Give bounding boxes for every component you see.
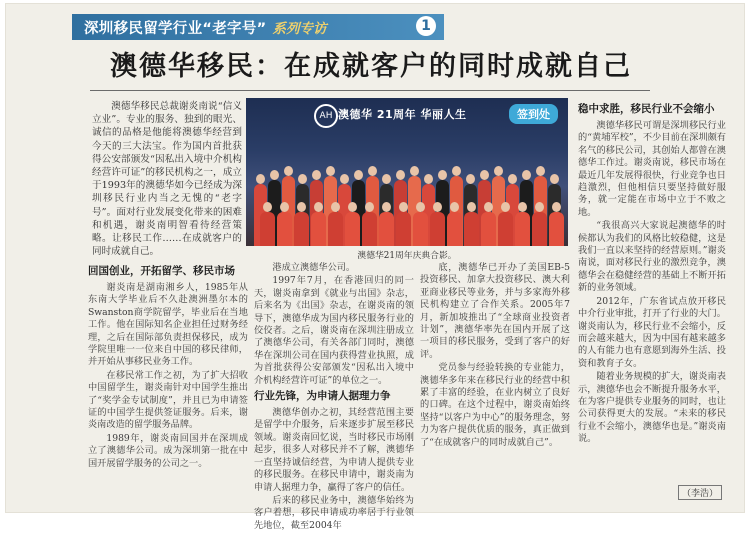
author-signature: （李浩） (678, 485, 722, 500)
person-head (535, 202, 544, 212)
col2-paragraph: 后来的移民业务中，澳德华始终为客户着想，移民申请成功率居于行业领先地位，截至2004年 (254, 494, 414, 531)
backdrop-text: 澳德华 21周年 华丽人生 (338, 108, 467, 121)
person-head (410, 166, 419, 176)
col4-paragraph: 澳德华移民可谓是深圳移民行业的“黄埔军校”，不少目前在深圳颇有名气的移民公司，其创始人都曾在澳德华工作过。谢炎南说，移民市场在最近几年发展得很快，行业竞争也日趋激烈，但他相信只要坚持做好服务，就一定能在市场中立于不败之地。 (578, 120, 726, 218)
series-banner (72, 14, 444, 40)
article-headline: 澳德华移民：在成就客户的同时成就自己 (110, 51, 632, 82)
banner-title: 深圳移民留学行业“老字号” (84, 20, 267, 37)
col4-paragraph: 随着业务规模的扩大，谢炎南表示，澳德华也会不断提升服务水平，在为客户提供专业服务的同时，也让公司获得更大的发展。“未来的移民行业不会缩小，澳德华也是。”谢炎南说。 (578, 371, 726, 445)
person-figure (345, 212, 360, 246)
person-head (368, 166, 377, 176)
person-head (433, 202, 442, 212)
person-figure (260, 212, 275, 246)
person-head (399, 202, 408, 212)
person-head (312, 170, 321, 180)
person-head (550, 174, 559, 184)
person-head (450, 202, 459, 212)
person-figure (549, 212, 564, 246)
person-figure (481, 212, 496, 246)
person-head (270, 170, 279, 180)
person-figure (515, 212, 530, 246)
person-head (382, 174, 391, 184)
person-head (263, 202, 272, 212)
lead-text: 澳德华移民总裁谢炎南说“信义立业”。专业的服务、独到的眼光、诚信的品格是他能将澳德华经营到今天的三大法宝。作为国内首批获得公安部颁发“因私出入境中介机构经营许可证”的移民机构之一，成立于1993年的澳德华如今已经成为深圳移民行业内当之无愧的“老字号”。面对行业发展变化带来的困难和机遇，谢炎南明智看待经营策略。让移民工作……在成就客户的同时成就自己。 (92, 101, 242, 258)
person-head (396, 170, 405, 180)
issue-number-badge: 1 (416, 16, 436, 36)
celebration-photo (246, 98, 568, 246)
person-figure (413, 212, 428, 246)
person-figure (362, 212, 377, 246)
person-head (501, 202, 510, 212)
person-head (256, 174, 265, 184)
person-head (424, 174, 433, 184)
person-head (508, 174, 517, 184)
person-head (522, 170, 531, 180)
author-name: 李浩 (690, 489, 709, 499)
col2-paragraph: 澳德华创办之初，其经营范围主要是留学中介服务，后来逐步扩展至移民领域。谢炎南回忆说，当时移民市场刚起步，很多人对移民并不了解，澳德华一直坚持诚信经营，为申请人提供专业的移民服务。在移民申请中，谢炎南为申请人据理力争，赢得了客户的信任。 (254, 407, 414, 493)
col1-paragraph: 在移民常工作之初，为了扩大招收中国留学生，谢炎南针对中国学生推出了“奖学金专试制度”，并且已为申请签证的中国学生提供签证服务。后来，谢炎南改造的留学服务品牌。 (88, 369, 248, 431)
person-head (480, 170, 489, 180)
person-figure (277, 212, 292, 246)
person-head (284, 166, 293, 176)
person-figure (430, 212, 445, 246)
person-head (552, 202, 561, 212)
article-column-4 (578, 100, 726, 447)
col4-paragraph: “我很高兴大家说起澳德华的时候都认为我们的风格比较稳健，这是我们一直以来坚持的经营原则。”谢炎南说，面对移民行业的激烈竞争，澳德华会在稳健经营的基础上不断开拓新的业务领域。 (578, 220, 726, 294)
col3-paragraph: 党员参与经验转换的专业能力，澳德华多年来在移民行业的经营中积累了丰富的经验，在业内树立了良好的口碑。在这个过程中，谢炎南始终坚持“以客户为中心”的服务理念，努力为客户提供优质的服务，真正做到了“在成就客户的同时成就自己”。 (420, 362, 570, 448)
person-head (280, 202, 289, 212)
person-figure (447, 212, 462, 246)
signin-sign: 签到处 (509, 104, 558, 124)
person-head (518, 202, 527, 212)
person-figure (396, 212, 411, 246)
person-head (416, 202, 425, 212)
person-figure (498, 212, 513, 246)
person-head (536, 166, 545, 176)
article-column-2 (254, 262, 414, 533)
col1-paragraph: 谢炎南是湖南湘乡人，1985年从东南大学毕业后不久赴澳洲墨尔本的Swanston商学院留学，毕业后在当地工作。他在国际知名企业担任过财务经理，之后在国际部负责担保移民，成为学院里唯一一位来自中国的移民律师，并开始从事移民业务工作。 (88, 282, 248, 368)
person-head (438, 170, 447, 180)
person-figure (328, 212, 343, 246)
person-head (354, 170, 363, 180)
col2-subhead: 行业先锋，为申请人据理力争 (254, 390, 391, 403)
person-figure (464, 212, 479, 246)
col4-paragraph: 2012年，广东省试点放开移民中介行业审批，打开了行业的大门。谢炎南认为，移民行业不会缩小，反而会越来越大，因为中国有越来越多的人有能力也有意愿到海外生活、投资和教育子女。 (578, 295, 726, 369)
person-head (340, 174, 349, 184)
person-figure (294, 212, 309, 246)
person-head (297, 202, 306, 212)
person-head (452, 166, 461, 176)
person-head (494, 166, 503, 176)
person-head (348, 202, 357, 212)
person-figure (532, 212, 547, 246)
col1-paragraph: 1989年，谢炎南回国并在深圳成立了澳德华公司。成为深圳第一批在中国开展留学服务的公司之一。 (88, 432, 248, 469)
person-figure (379, 212, 394, 246)
person-head (467, 202, 476, 212)
person-head (326, 166, 335, 176)
company-logo-icon: AH (314, 104, 338, 128)
col3-paragraph: 底，澳德华已开办了美国EB-5投资移民、加拿大投资移民、澳大利亚商业移民等业务，并与多家海外移民机构建立了合作关系。2005年7月，新加坡推出了“全球商业投资者计划”，澳德华率先在国内开展了这一项目的移民服务，受到了客户的好评。 (420, 262, 570, 360)
article-column-1 (88, 262, 248, 471)
col2-paragraph: 1997年7月，在香港回归的同一天，谢炎南拿到《就业与出国》杂志，后来名为《出国》杂志，在谢炎南的领导下，澳德华成为国内移民服务行业的佼佼者。之后，谢炎南在深圳注册成立了澳德华公司，有关各部门同时，澳德华在深圳公司在国内获得营业执照，成为首批获得公安部颁发“因私出入境中介机构经营许可证”的单位之一。 (254, 275, 414, 386)
col1-subhead: 回国创业，开拓留学、移民市场 (88, 265, 235, 277)
person-head (382, 202, 391, 212)
banner-subtitle: 系列专访 (272, 21, 327, 37)
person-figure (311, 212, 326, 246)
person-head (365, 202, 374, 212)
col2-paragraph: 港成立澳德华公司。 (272, 262, 356, 273)
person-head (331, 202, 340, 212)
photo-caption: 澳德华21周年庆典合影。 (357, 251, 457, 261)
person-head (466, 174, 475, 184)
person-head (484, 202, 493, 212)
lead-paragraph (92, 100, 242, 259)
headline-rule (90, 90, 650, 91)
col4-subhead: 稳中求胜，移民行业不会缩小 (578, 103, 715, 115)
person-head (298, 174, 307, 184)
person-head (314, 202, 323, 212)
article-column-3 (420, 262, 570, 450)
